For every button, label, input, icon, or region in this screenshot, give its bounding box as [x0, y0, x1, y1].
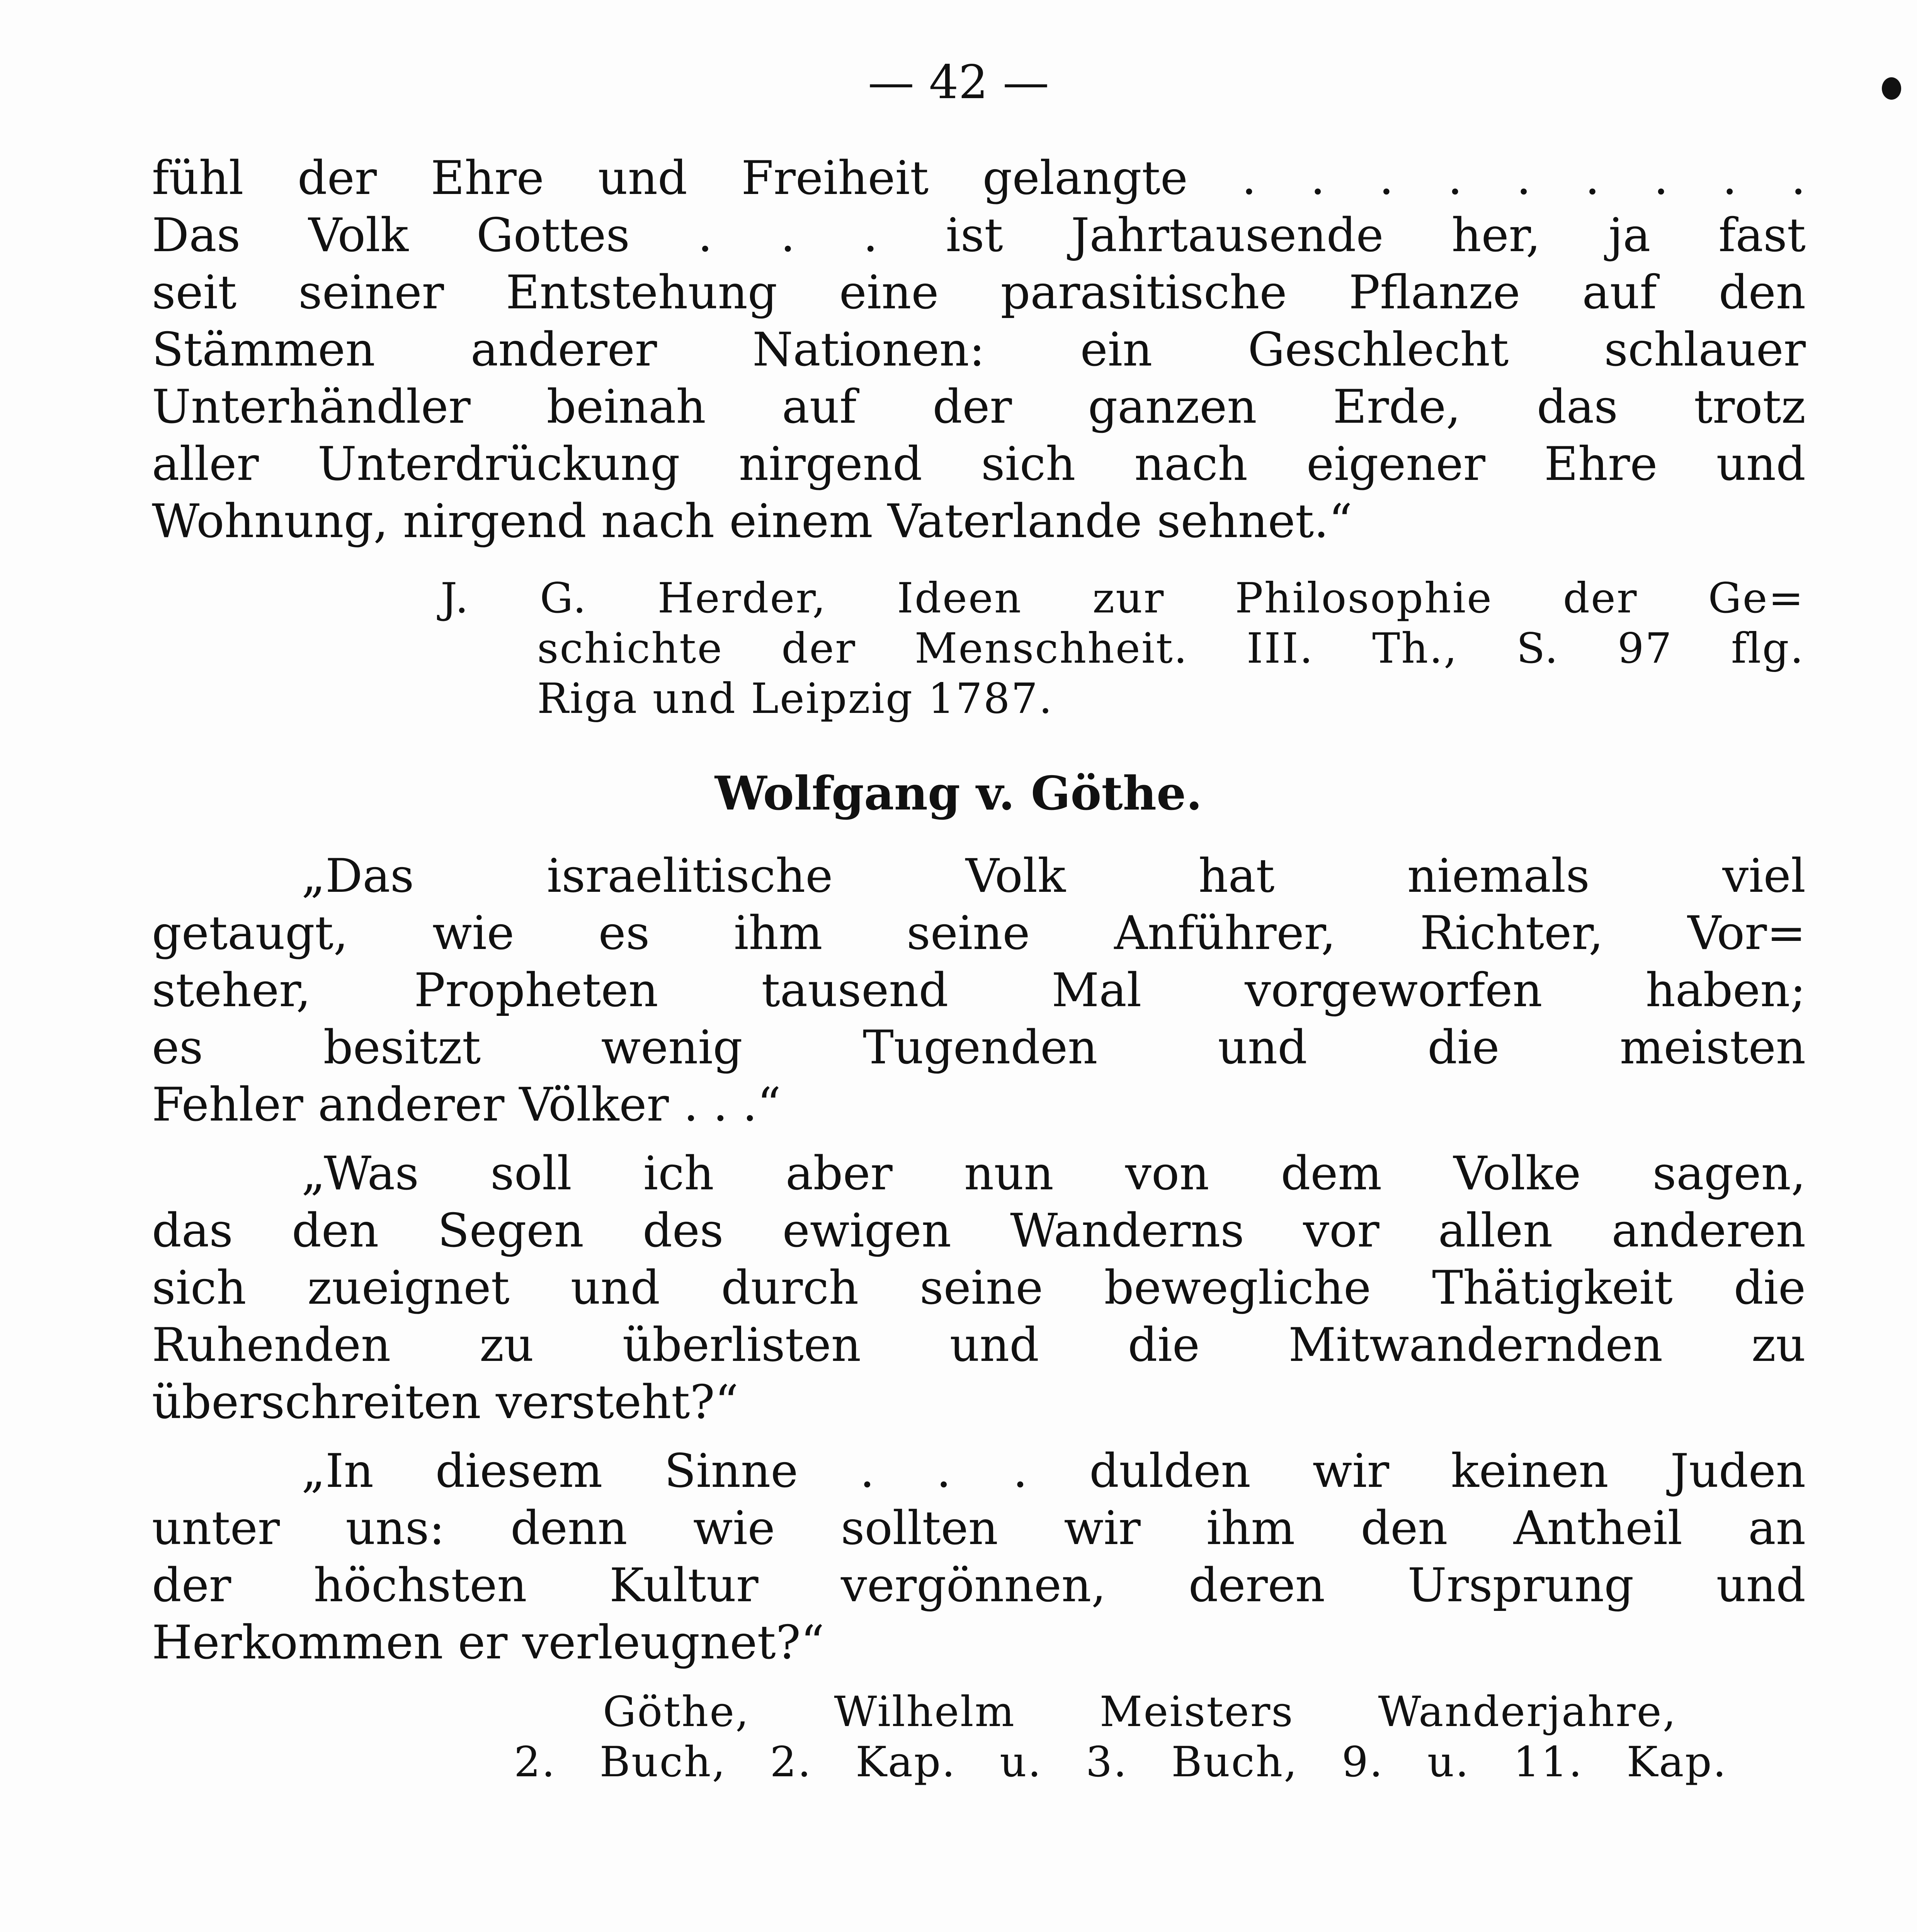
text-line: „In diesem Sinne . . . dulden wir keinen Juden [301, 1444, 1806, 1498]
text-line: Herkommen er verleugnet?“ [152, 1616, 825, 1670]
text-line: Unterhändler beinah auf der ganzen Erde, das trotz [152, 380, 1806, 434]
text-line: aller Unterdrückung nirgend sich nach eigener Ehre und [152, 437, 1806, 491]
text-line: Das Volk Gottes . . . ist Jahrtausende her, ja fast [152, 209, 1806, 262]
page-number: — 42 — [868, 56, 1049, 109]
text-line: Stämmen anderer Nationen: ein Geschlecht schlauer [152, 323, 1806, 377]
text-line: überschreiten versteht?“ [152, 1376, 739, 1429]
text-line: sich zueignet und durch seine bewegliche Thätigkeit die [152, 1261, 1806, 1315]
text-line: Ruhenden zu überlisten und die Mitwandernden zu [152, 1318, 1806, 1372]
citation-line: Riga und Leipzig 1787. [537, 675, 1053, 723]
text-line: Fehler anderer Völker . . .“ [152, 1078, 781, 1132]
text-line: Wohnung, nirgend nach einem Vaterlande sehnet.“ [152, 495, 1352, 548]
text-line: unter uns: denn wie sollten wir ihm den Antheil an [152, 1502, 1806, 1555]
ink-spot [1882, 77, 1901, 100]
text-line: es besitzt wenig Tugenden und die meisten [152, 1021, 1806, 1075]
goethe-quote-1 [0, 848, 1917, 1134]
herder-citation [0, 573, 1917, 724]
text-line: steher, Propheten tausend Mal vorgeworfen haben; [152, 964, 1806, 1017]
section-heading: Wolfgang v. Göthe. [714, 766, 1203, 821]
text-line: „Das israelitische Volk hat niemals viel [301, 849, 1806, 903]
citation-line: schichte der Menschheit. III. Th., S. 97 flg. [537, 624, 1805, 673]
text-line: getaugt, wie es ihm seine Anführer, Richter, Vor= [152, 906, 1806, 960]
citation-line: 2. Buch, 2. Kap. u. 3. Buch, 9. u. 11. Kap. [514, 1738, 1727, 1786]
goethe-quote-2 [0, 1145, 1917, 1431]
text-line: seit seiner Entstehung eine parasitische Pflanze auf den [152, 266, 1806, 320]
citation-line: Göthe, Wilhelm Meisters Wanderjahre, [603, 1688, 1677, 1736]
text-line: fühl der Ehre und Freiheit gelangte . . . . . . . . . [152, 151, 1806, 205]
goethe-quote-3 [0, 1443, 1917, 1672]
text-line: „Was soll ich aber nun von dem Volke sagen, [301, 1147, 1806, 1201]
text-line: das den Segen des ewigen Wanderns vor allen anderen [152, 1204, 1806, 1258]
text-line: der höchsten Kultur vergönnen, deren Ursprung und [152, 1559, 1806, 1612]
citation-line: J. G. Herder, Ideen zur Philosophie der Ge= [441, 574, 1805, 622]
goethe-citation [0, 1687, 1917, 1787]
herder-quote [0, 150, 1917, 550]
